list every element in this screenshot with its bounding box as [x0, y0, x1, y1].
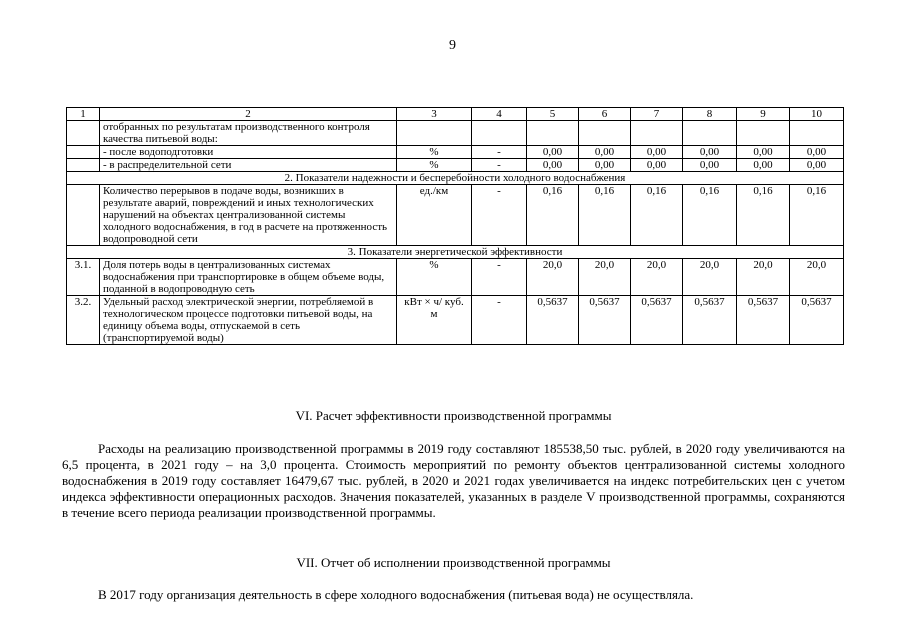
value-cell: 0,5637: [527, 296, 579, 345]
empty-cell: [579, 121, 631, 146]
value-cell: 0,00: [527, 146, 579, 159]
empty-cell: [737, 121, 790, 146]
table-row: [67, 296, 844, 345]
indicators-table: [66, 107, 844, 345]
value-cell: 20,0: [790, 259, 844, 296]
value-cell: 0,00: [631, 146, 683, 159]
empty-cell: [683, 121, 737, 146]
indicator-name-cell: - в распределительной сети: [100, 159, 397, 172]
indicator-name-cell: Количество перерывов в подаче воды, возникших в результате аварий, повреждений и иных технологических нарушений на объектах централизованной системы холодного водоснабжения, в год в расчете на протяженность водопроводной сети: [100, 185, 397, 246]
column-header-cell: 9: [737, 108, 790, 121]
value-cell: 0,00: [790, 159, 844, 172]
value-cell: 20,0: [631, 259, 683, 296]
page-number: 9: [449, 38, 456, 53]
section-header-cell: 2. Показатели надежности и бесперебойности холодного водоснабжения: [67, 172, 844, 185]
value-cell: 0,16: [737, 185, 790, 246]
indicator-name-cell: Удельный расход электрической энергии, потребляемой в технологическом процессе подготовки питьевой воды, на единицу объема воды, отпускаемой в сеть (транспортируемой воды): [100, 296, 397, 345]
row-number-cell: [67, 159, 100, 172]
section-header-cell: 3. Показатели энергетической эффективности: [67, 246, 844, 259]
value-cell: 0,5637: [631, 296, 683, 345]
indicator-name-cell: Доля потерь воды в централизованных системах водоснабжения при транспортировке в общем объеме воды, поданной в водопроводную сеть: [100, 259, 397, 296]
column-header-cell: 8: [683, 108, 737, 121]
value-cell: 0,16: [579, 185, 631, 246]
empty-cell: [790, 121, 844, 146]
row-number-cell: 3.2.: [67, 296, 100, 345]
row-number-cell: [67, 146, 100, 159]
column-header-cell: 5: [527, 108, 579, 121]
value-cell: 0,00: [579, 146, 631, 159]
column-header-cell: 4: [472, 108, 527, 121]
indicator-name-cell: отобранных по результатам производственного контроля качества питьевой воды:: [100, 121, 397, 146]
value-cell: 0,00: [579, 159, 631, 172]
base-value-cell: -: [472, 296, 527, 345]
value-cell: 0,16: [527, 185, 579, 246]
value-cell: 20,0: [683, 259, 737, 296]
section-row: [67, 172, 844, 185]
column-header-cell: 7: [631, 108, 683, 121]
value-cell: 0,00: [683, 159, 737, 172]
section-7-paragraph: В 2017 году организация деятельность в сфере холодного водоснабжения (питьевая вода) не осуществляла.: [98, 587, 694, 602]
value-cell: 0,00: [790, 146, 844, 159]
row-number-cell: 3.1.: [67, 259, 100, 296]
value-cell: 0,5637: [579, 296, 631, 345]
value-cell: 0,00: [683, 146, 737, 159]
table-row: [67, 259, 844, 296]
section-6-heading: VI. Расчет эффективности производственной программы: [295, 408, 612, 423]
unit-cell: %: [397, 146, 472, 159]
table-row: [67, 121, 844, 146]
column-header-cell: 3: [397, 108, 472, 121]
value-cell: 20,0: [527, 259, 579, 296]
value-cell: 0,00: [737, 146, 790, 159]
table-row: [67, 146, 844, 159]
value-cell: 0,5637: [790, 296, 844, 345]
empty-cell: [527, 121, 579, 146]
table-header-row: [67, 108, 844, 121]
column-header-cell: 10: [790, 108, 844, 121]
base-value-cell: -: [472, 185, 527, 246]
base-value-cell: -: [472, 146, 527, 159]
value-cell: 0,00: [631, 159, 683, 172]
empty-cell: [397, 121, 472, 146]
column-header-cell: 2: [100, 108, 397, 121]
column-header-cell: 1: [67, 108, 100, 121]
value-cell: 0,5637: [683, 296, 737, 345]
base-value-cell: -: [472, 259, 527, 296]
value-cell: 20,0: [737, 259, 790, 296]
unit-cell: ед./км: [397, 185, 472, 246]
empty-cell: [67, 121, 100, 146]
section-6-paragraph: Расходы на реализацию производственной программы в 2019 году составляют 185538,50 тыс. рублей, в 2020 году увеличиваются на 6,5 процента, в 2021 году – на 3,0 процента. Стоимость мероприятий по ремонту объектов централизованной системы холодного водоснабжения в 2019 году составляет 16479,67 тыс. рублей, в 2020 и 2021 годах увеличивается на индекс потребительских цен с учетом индекса эффективности операционных расходов. Значения показателей, указанных в разделе V производственной программы, сохраняются в течение всего периода реализации производственной программы.: [62, 441, 845, 520]
indicator-name-cell: - после водоподготовки: [100, 146, 397, 159]
unit-cell: кВт × ч/ куб. м: [397, 296, 472, 345]
value-cell: 0,00: [737, 159, 790, 172]
section-row: [67, 246, 844, 259]
unit-cell: %: [397, 259, 472, 296]
value-cell: 0,5637: [737, 296, 790, 345]
section-7-heading: VII. Отчет об исполнении производственной программы: [296, 555, 611, 570]
value-cell: 0,16: [683, 185, 737, 246]
row-number-cell: [67, 185, 100, 246]
empty-cell: [472, 121, 527, 146]
value-cell: 20,0: [579, 259, 631, 296]
column-header-cell: 6: [579, 108, 631, 121]
base-value-cell: -: [472, 159, 527, 172]
table-row: [67, 159, 844, 172]
unit-cell: %: [397, 159, 472, 172]
value-cell: 0,16: [631, 185, 683, 246]
table-row: [67, 185, 844, 246]
empty-cell: [631, 121, 683, 146]
value-cell: 0,16: [790, 185, 844, 246]
value-cell: 0,00: [527, 159, 579, 172]
